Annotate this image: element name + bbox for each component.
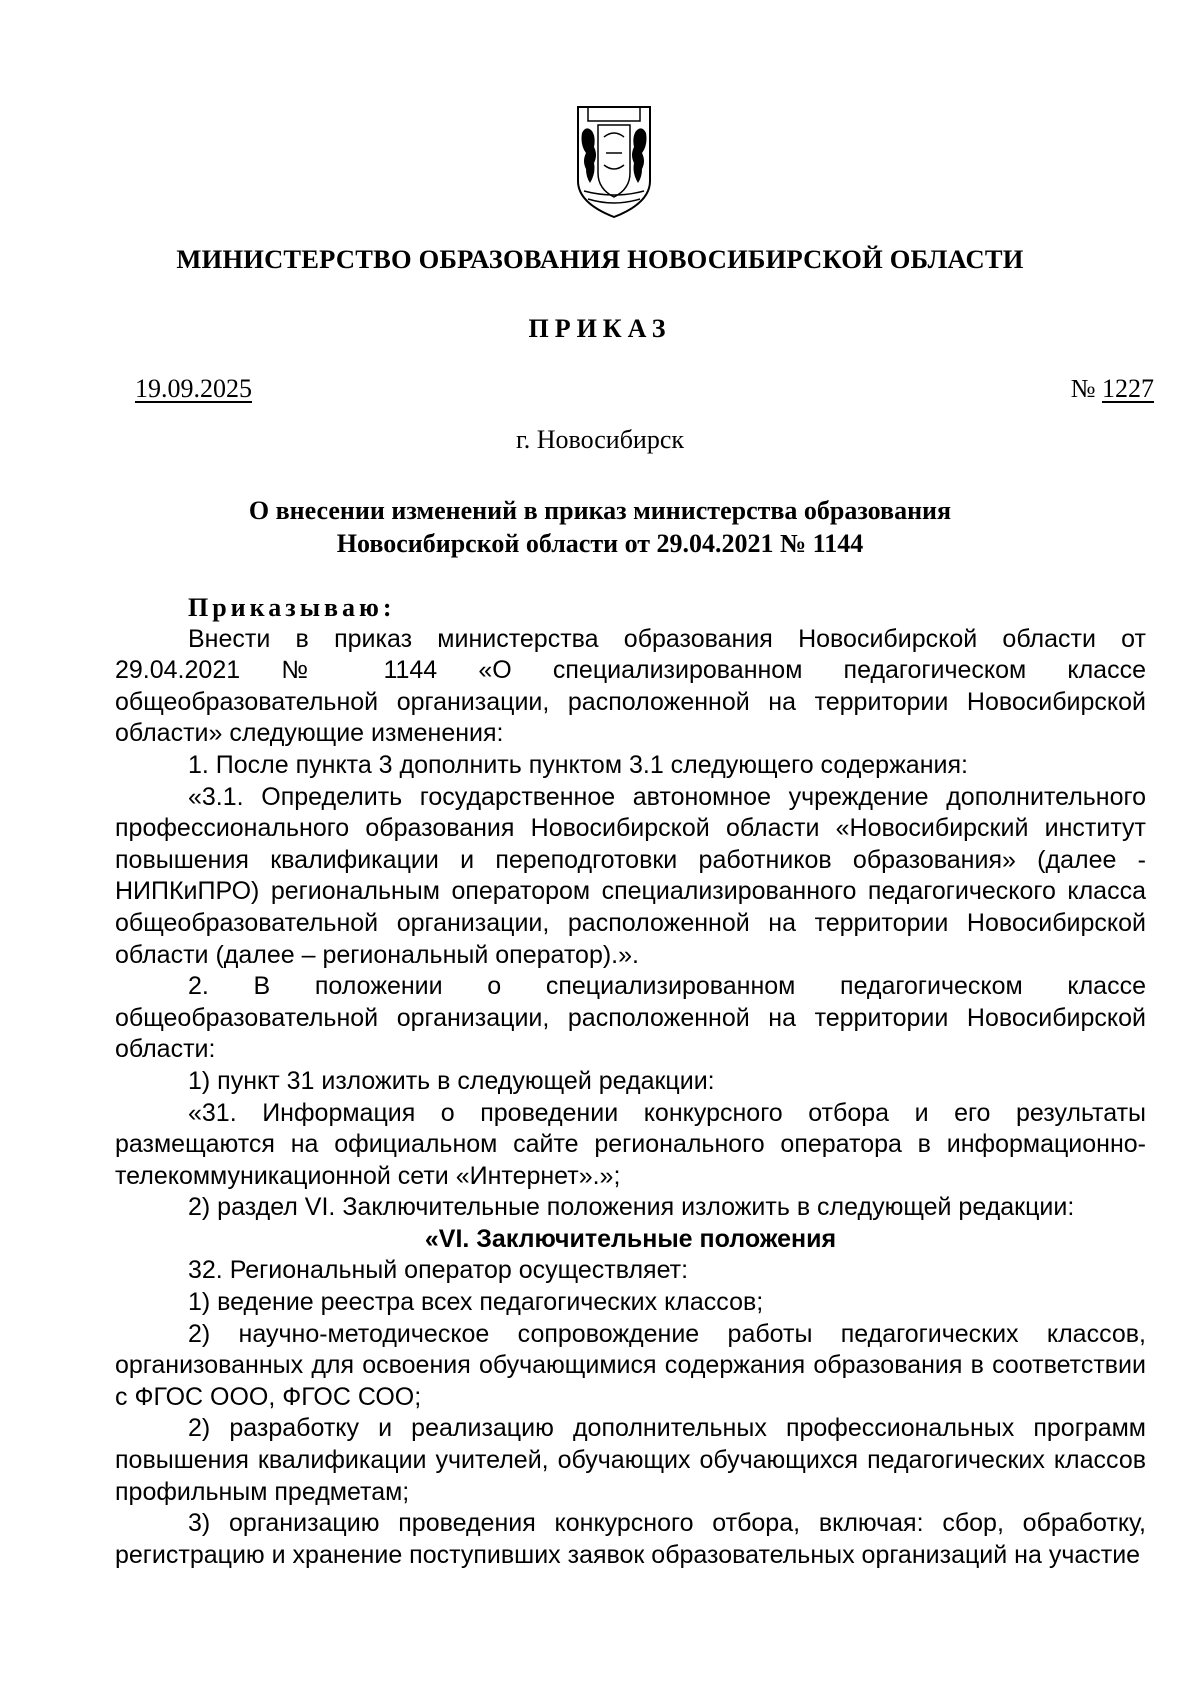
number-prefix: № (1070, 374, 1096, 403)
order-directive: Приказываю: (188, 593, 396, 622)
paragraph: «3.1. Определить государственное автономное учреждение дополнительного профессионального образования Новосибирской области «Новосибирский институт повышения квалификации и переподготовки работников образования» (далее - НИПКиПРО) региональным оператором специализированного педагогического класса общеобразовательной организации, расположенной на территории Новосибирской области (далее – региональный оператор).». (115, 782, 1146, 969)
paragraph: Внести в приказ министерства образования Новосибирской области от 29.04.2021 № 1144 «О специализированном педагогическом классе общеобразовательной организации, расположенной на территории Новосибирской области» следующие изменения: (115, 624, 1146, 748)
paragraph: 32. Региональный оператор осуществляет: (188, 1256, 689, 1285)
document-type: ПРИКАЗ (528, 314, 672, 343)
ministry-name: МИНИСТЕРСТВО ОБРАЗОВАНИЯ НОВОСИБИРСКОЙ ОБЛАСТИ (176, 244, 1024, 274)
number-value: 1227 (1102, 374, 1154, 403)
city: г. Новосибирск (515, 425, 685, 454)
paragraph: 2. В положении о специализированном педагогическом классе общеобразовательной организации, расположенной на территории Новосибирской области: (115, 972, 1146, 1064)
section-title: «VI. Заключительные положения (424, 1224, 837, 1253)
subject-line-1: О внесении изменений в приказ министерства образования (248, 496, 952, 525)
coat-of-arms-icon (574, 103, 654, 221)
order-body (115, 592, 1146, 1571)
paragraph: 1. После пункта 3 дополнить пунктом 3.1 следующего содержания: (188, 750, 968, 779)
order-subject (0, 494, 1200, 560)
paragraph: 2) научно-методическое сопровождение работы педагогических классов, организованных для освоения обучающимися содержания образования в соответствии с ФГОС ООО, ФГОС СОО; (115, 1319, 1146, 1411)
paragraph: 3) организацию проведения конкурсного отбора, включая: сбор, обработку, регистрацию и хранение поступивших заявок образовательных организаций на участие (115, 1509, 1146, 1569)
paragraph: 2) раздел VI. Заключительные положения изложить в следующей редакции: (188, 1193, 1075, 1222)
paragraph: 1) ведение реестра всех педагогических классов; (188, 1288, 764, 1317)
subject-line-2: Новосибирской области от 29.04.2021 № 1144 (336, 529, 864, 558)
paragraph: 2) разработку и реализацию дополнительных профессиональных программ повышения квалификации учителей, обучающих обучающихся педагогических классов профильным предметам; (115, 1414, 1146, 1506)
order-number (1071, 374, 1154, 404)
order-date: 19.09.2025 (135, 374, 252, 403)
paragraph: 1) пункт 31 изложить в следующей редакции: (188, 1066, 715, 1095)
paragraph: «31. Информация о проведении конкурсного отбора и его результаты размещаются на официальном сайте регионального оператора в информационно-телекоммуникационной сети «Интернет».»; (115, 1098, 1146, 1190)
